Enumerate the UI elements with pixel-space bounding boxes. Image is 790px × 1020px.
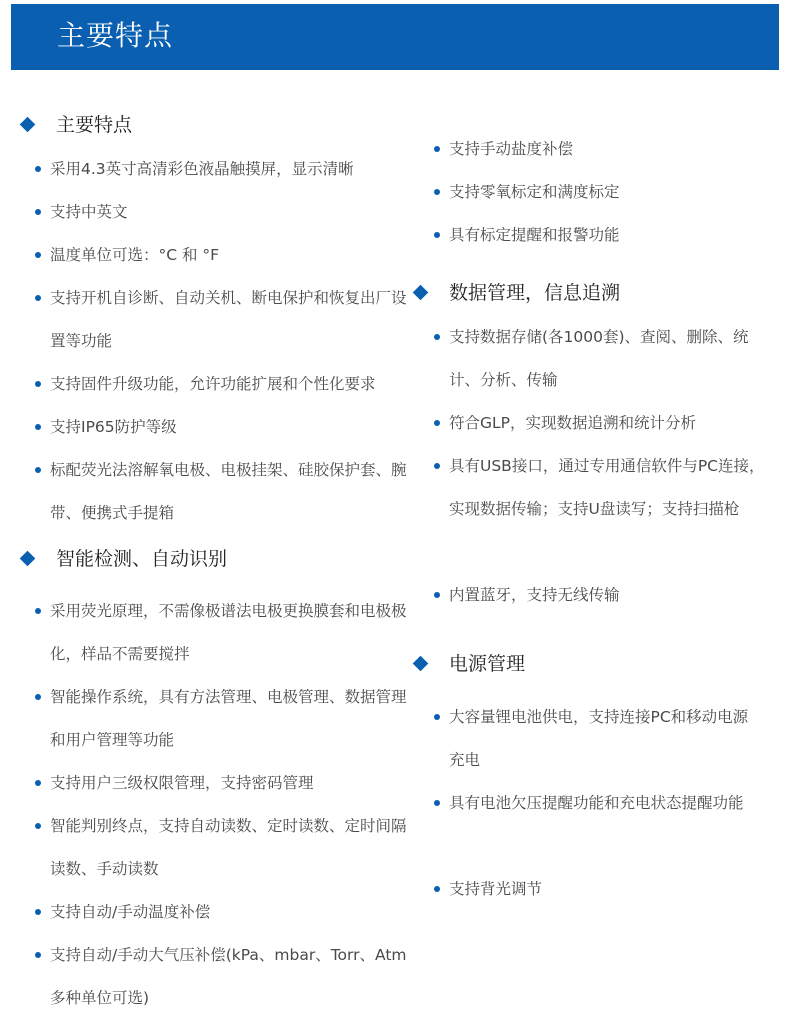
bullet-dot-icon [35,823,41,829]
bullet-dot-icon [35,952,41,958]
diamond-bullet-icon [413,285,429,301]
list-item-text: 支持自动/手动大气压补偿(kPa、mbar、Torr、Atm多种单位可选) [50,946,407,1007]
bullet-dot-icon [434,334,440,340]
bullet-dot-icon [35,252,41,258]
list-item-text: 采用荧光原理，不需像极谱法电极更换膜套和电极极化，样品不需要搅拌 [50,602,407,663]
page-title: 主要特点 [57,19,174,52]
header-banner [11,4,779,70]
bullet-dot-icon [35,467,41,473]
bullet-dot-icon [434,189,440,195]
bullet-dot-icon [35,608,41,614]
list-item-text: 智能判别终点，支持自动读数、定时读数、定时间隔读数、手动读数 [50,817,407,878]
bullet-dot-icon [35,909,41,915]
list-item-text: 支持自动/手动温度补偿 [50,903,211,921]
diamond-bullet-icon [20,117,36,133]
bullet-dot-icon [434,232,440,238]
list-item-text: 支持用户三级权限管理，支持密码管理 [50,774,314,792]
list-item-text: 大容量锂电池供电，支持连接PC和移动电源充电 [449,708,749,769]
bullet-dot-icon [35,381,41,387]
list-item-text: 内置蓝牙，支持无线传输 [449,586,620,604]
list-item-text: 具有电池欠压提醒功能和充电状态提醒功能 [449,794,744,812]
list-item-text: 支持开机自诊断、自动关机、断电保护和恢复出厂设置等功能 [50,289,407,350]
list-item-text: 支持中英文 [50,203,128,221]
section-title: 数据管理，信息追溯 [449,282,621,304]
list-item-text: 支持零氧标定和满度标定 [449,183,620,201]
list-item-text: 支持固件升级功能，允许功能扩展和个性化要求 [50,375,376,393]
bullet-dot-icon [434,714,440,720]
bullet-dot-icon [434,886,440,892]
list-item-text: 符合GLP，实现数据追溯和统计分析 [449,414,696,432]
list-item-text: 支持IP65防护等级 [50,418,177,436]
list-item-text: 温度单位可选：°C 和 °F [50,246,220,264]
diamond-bullet-icon [413,656,429,672]
bullet-dot-icon [434,146,440,152]
section-title: 主要特点 [56,114,133,136]
list-item-text: 支持手动盐度补偿 [449,140,574,158]
section-title: 智能检测、自动识别 [56,548,228,570]
bullet-dot-icon [35,209,41,215]
bullet-dot-icon [35,166,41,172]
list-item-text: 支持背光调节 [449,880,543,898]
bullet-dot-icon [35,424,41,430]
bullet-dot-icon [434,420,440,426]
list-item-text: 具有USB接口，通过专用通信软件与PC连接，实现数据传输；支持U盘读写；支持扫描枪 [449,457,765,518]
diamond-bullet-icon [20,551,36,567]
bullet-dot-icon [434,463,440,469]
list-item-text: 智能操作系统，具有方法管理、电极管理、数据管理和用户管理等功能 [50,688,407,749]
bullet-dot-icon [434,800,440,806]
bullet-dot-icon [35,295,41,301]
section-title: 电源管理 [449,653,526,675]
list-item-text: 具有标定提醒和报警功能 [449,226,620,244]
bullet-dot-icon [35,780,41,786]
list-item-text: 标配荧光法溶解氧电极、电极挂架、硅胶保护套、腕带、便携式手提箱 [50,461,407,522]
list-item-text: 采用4.3英寸高清彩色液晶触摸屏，显示清晰 [50,160,354,178]
bullet-dot-icon [35,694,41,700]
bullet-dot-icon [434,592,440,598]
list-item-text: 支持数据存储(各1000套)、查阅、删除、统计、分析、传输 [449,328,749,389]
